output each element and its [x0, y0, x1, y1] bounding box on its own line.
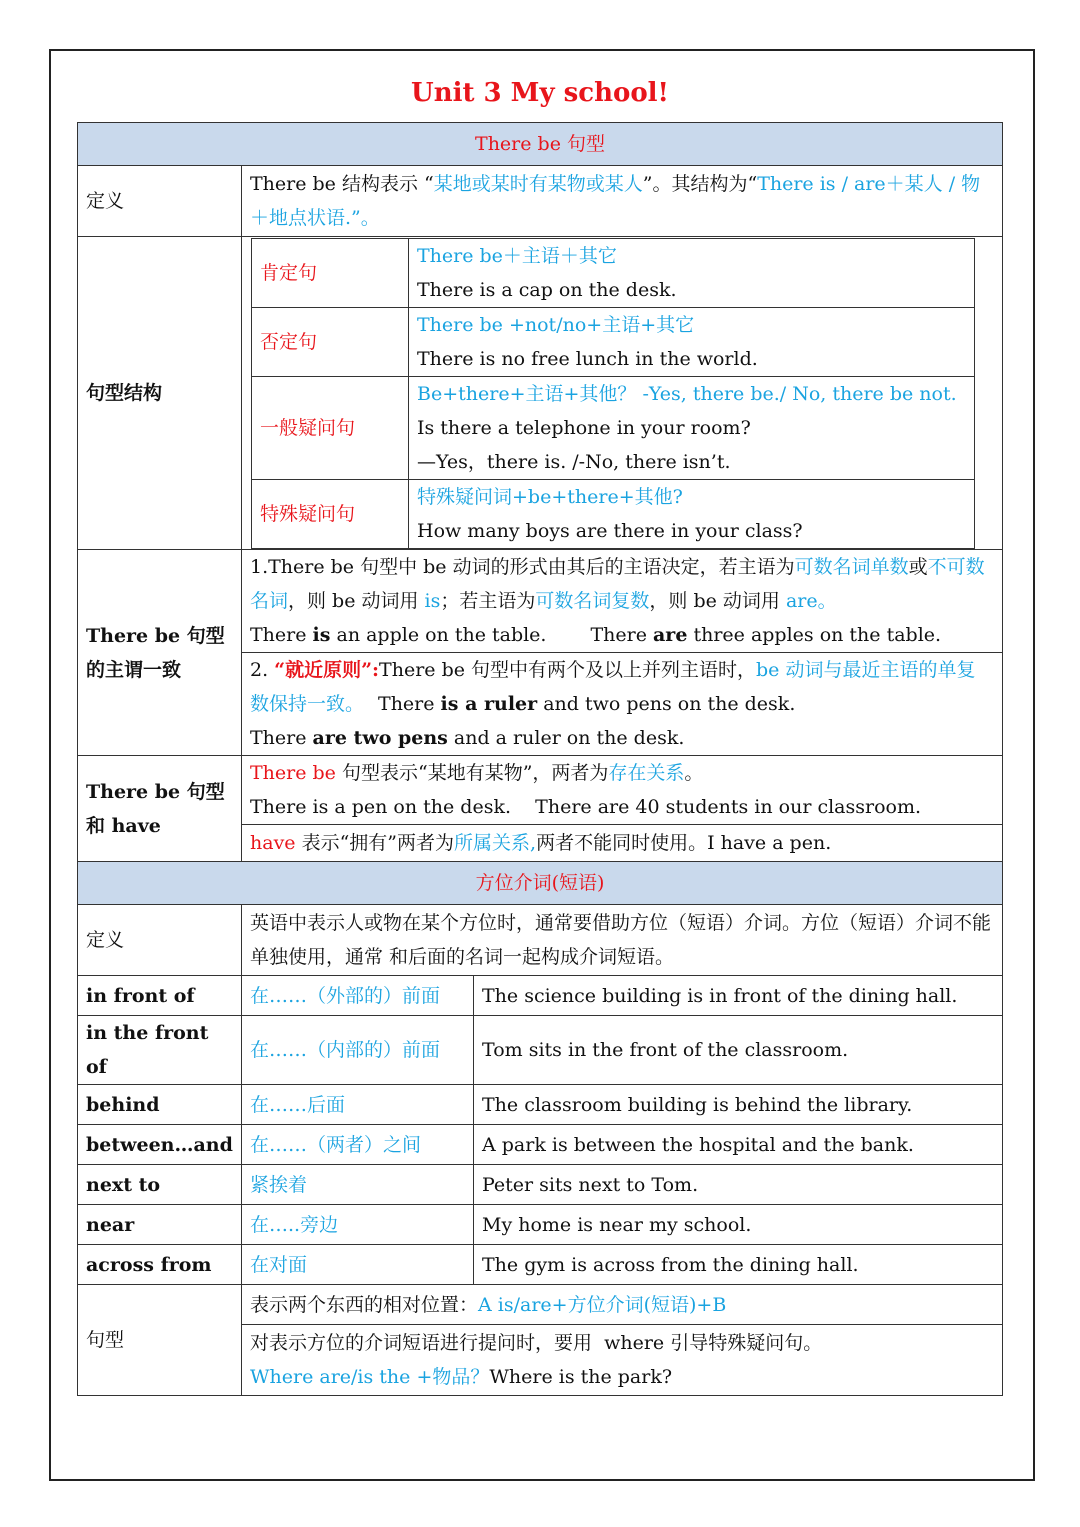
- preposition-meaning: 在……（外部的）前面: [242, 976, 474, 1016]
- row-label-structure: 句型结构: [78, 237, 242, 550]
- structure-label-general-question: 一般疑问句: [252, 377, 409, 480]
- structure-cell: [242, 237, 1003, 550]
- preposition-meaning: 在对面: [242, 1245, 474, 1285]
- preposition-term: near: [78, 1205, 242, 1245]
- structure-table: [251, 238, 975, 549]
- preposition-example: The science building is in front of the dining hall.: [474, 976, 1003, 1016]
- grammar-table: [77, 122, 1003, 1396]
- structure-content: There be＋主语＋其它 There is a cap on the desk.: [409, 239, 975, 308]
- there-be-have-rule-1: There be 句型表示“某地有某物”，两者为存在关系。 There is a pen on the desk. There are 40 students in our classroom.: [242, 756, 1003, 825]
- row-label-definition: 定义: [78, 166, 242, 237]
- preposition-example: The gym is across from the dining hall.: [474, 1245, 1003, 1285]
- structure-content: There be +not/no+主语+其它 There is no free lunch in the world.: [409, 308, 975, 377]
- preposition-term: behind: [78, 1085, 242, 1125]
- structure-content: Be+there+主语+其他？ -Yes, there be./ No, there be not. Is there a telephone in your room? —Yes，there is. /-No, there isn’t.: [409, 377, 975, 480]
- there-be-have-rule-2: have 表示“拥有”两者为所属关系,两者不能同时使用。I have a pen.: [242, 825, 1003, 862]
- definition-text: There be 结构表示 “某地或某时有某物或某人”。其结构为“There is / are＋某人 / 物＋地点状语.”。: [242, 166, 1003, 237]
- preposition-meaning: 紧挨着: [242, 1165, 474, 1205]
- preposition-example: The classroom building is behind the library.: [474, 1085, 1003, 1125]
- preposition-example: Tom sits in the front of the classroom.: [474, 1016, 1003, 1085]
- row-label-pattern: 句型: [78, 1285, 242, 1396]
- row-label-definition-2: 定义: [78, 905, 242, 976]
- page-title: Unit 3 My school!: [411, 78, 669, 108]
- preposition-term: in front of: [78, 976, 242, 1016]
- structure-label-negative: 否定句: [252, 308, 409, 377]
- preposition-example: Peter sits next to Tom.: [474, 1165, 1003, 1205]
- preposition-meaning: 在……（内部的）前面: [242, 1016, 474, 1085]
- preposition-term: in the front of: [78, 1016, 242, 1085]
- structure-label-affirmative: 肯定句: [252, 239, 409, 308]
- preposition-meaning: 在…..旁边: [242, 1205, 474, 1245]
- preposition-example: A park is between the hospital and the bank.: [474, 1125, 1003, 1165]
- pattern-rule-1: 表示两个东西的相对位置：A is/are+方位介词(短语)+B: [242, 1285, 1003, 1325]
- preposition-example: My home is near my school.: [474, 1205, 1003, 1245]
- preposition-term: between…and: [78, 1125, 242, 1165]
- agreement-rule-1: 1.There be 句型中 be 动词的形式由其后的主语决定，若主语为可数名词单数或不可数名词，则 be 动词用 is；若主语为可数名词复数，则 be 动词用 are。 There is an apple on the table. There are three apples on the table.: [242, 550, 1003, 653]
- row-label-there-be-have: There be 句型和 have: [78, 756, 242, 862]
- preposition-term: next to: [78, 1165, 242, 1205]
- structure-label-special-question: 特殊疑问句: [252, 480, 409, 549]
- preposition-meaning: 在……后面: [242, 1085, 474, 1125]
- preposition-definition-text: 英语中表示人或物在某个方位时，通常要借助方位（短语）介词。方位（短语）介词不能单独使用，通常 和后面的名词一起构成介词短语。: [242, 905, 1003, 976]
- row-label-agreement: There be 句型的主谓一致: [78, 550, 242, 756]
- structure-content: 特殊疑问词+be+there+其他? How many boys are there in your class?: [409, 480, 975, 549]
- agreement-rule-2: 2. “就近原则”:There be 句型中有两个及以上并列主语时，be 动词与最近主语的单复数保持一致。 There is a ruler and two pens on the desk. There are two pens and a ruler on the desk.: [242, 653, 1003, 756]
- section-header-there-be: There be 句型: [78, 123, 1003, 166]
- preposition-term: across from: [78, 1245, 242, 1285]
- section-header-prepositions: 方位介词(短语): [78, 862, 1003, 905]
- pattern-rule-2: 对表示方位的介词短语进行提问时，要用 where 引导特殊疑问句。 Where are/is the +物品？Where is the park?: [242, 1325, 1003, 1396]
- preposition-meaning: 在……（两者）之间: [242, 1125, 474, 1165]
